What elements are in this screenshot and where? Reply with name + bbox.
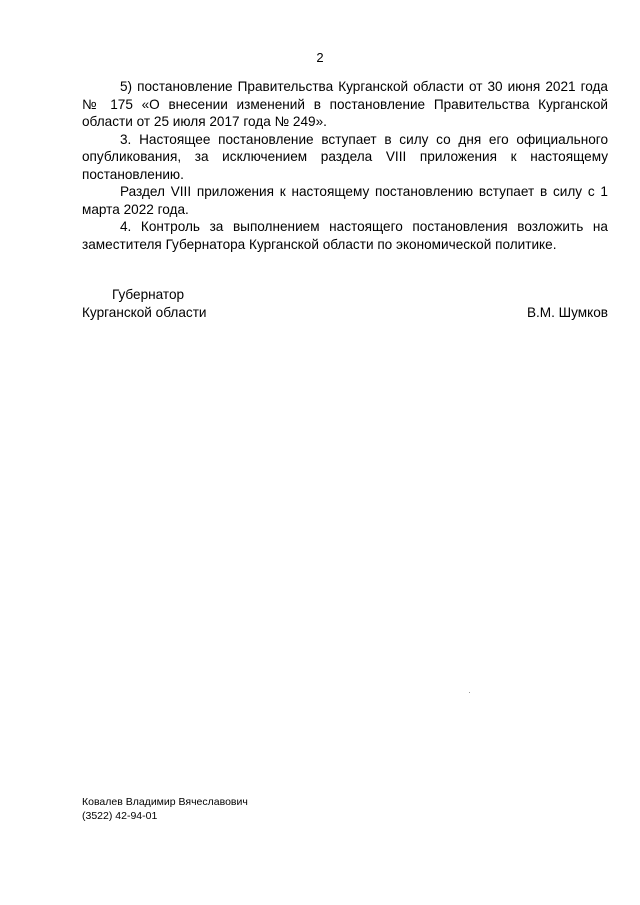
paragraph-item-5: 5) постановление Правительства Курганской области от 30 июня 2021 года № 175 «О внесении изменений в постановление Правительства Курганской области от 25 июля 2017 года № 249». xyxy=(82,79,608,129)
document-body xyxy=(82,78,608,253)
signature-title-position: Губернатор xyxy=(112,287,185,302)
paragraph-item-3: 3. Настоящее постановление вступает в силу со дня его официального опубликования, за исключением раздела VIII приложения к настоящему постановлению. xyxy=(82,131,608,182)
executor-name: Ковалев Владимир Вячеславович xyxy=(82,796,248,808)
paragraph-item-4: 4. Контроль за выполнением настоящего постановления возложить на заместителя Губернатора Курганской области по экономической политике. xyxy=(82,219,608,252)
signature-name: В.М. Шумков xyxy=(526,304,608,320)
paragraph-section-viii: Раздел VIII приложения к настоящему постановлению вступает в силу с 1 марта 2022 года. xyxy=(82,184,608,217)
signature-title-region: Курганской области xyxy=(82,304,207,320)
executor-footer xyxy=(82,795,248,823)
signature-block xyxy=(82,286,608,321)
scan-speck xyxy=(469,692,470,693)
executor-phone: (3522) 42-94-01 xyxy=(82,810,158,822)
page-number: 2 xyxy=(316,50,324,65)
